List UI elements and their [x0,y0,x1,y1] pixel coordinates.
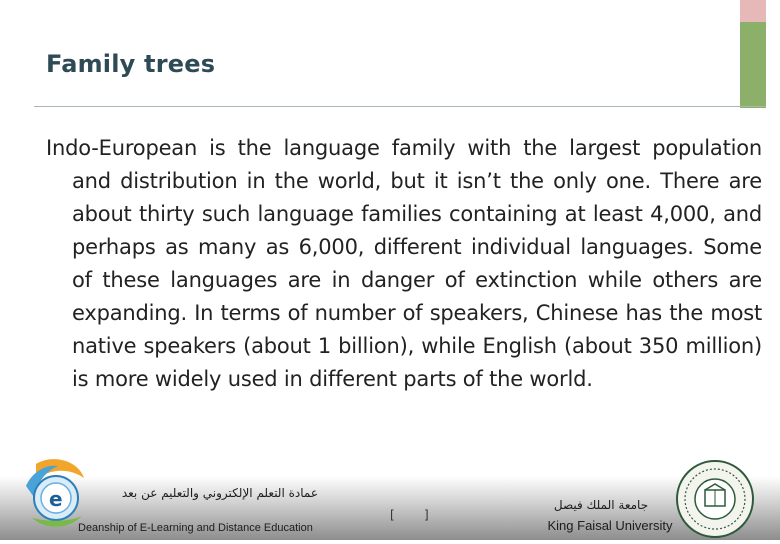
slide-title: Family trees [46,50,216,78]
accent-bar-top [740,0,766,22]
deanship-english: Deanship of E-Learning and Distance Education [78,522,313,534]
page-bracket-right: ] [424,508,429,522]
page-bracket-left: [ [390,508,395,522]
svg-text:e: e [49,487,63,511]
deanship-arabic: عمادة التعلم الإلكتروني والتعليم عن بعد [121,486,318,500]
university-english: King Faisal University [547,518,673,533]
slide-body-text: Indo-European is the language family with the largest population and distribution in the world, but it isn’t the only one. There are about thirty such language families containing at least 4,000, and perhaps as many as 6,000, different individual languages. Some of these languages are in danger of extinction while others are expanding. In terms of number of speakers, Chinese has the most native speakers (about 1 billion), while English (about 350 million) is more widely used in different parts of the world. [46,136,762,391]
university-seal-icon [674,458,756,540]
title-divider [34,106,766,107]
university-arabic: جامعة الملك فيصل [553,498,649,512]
